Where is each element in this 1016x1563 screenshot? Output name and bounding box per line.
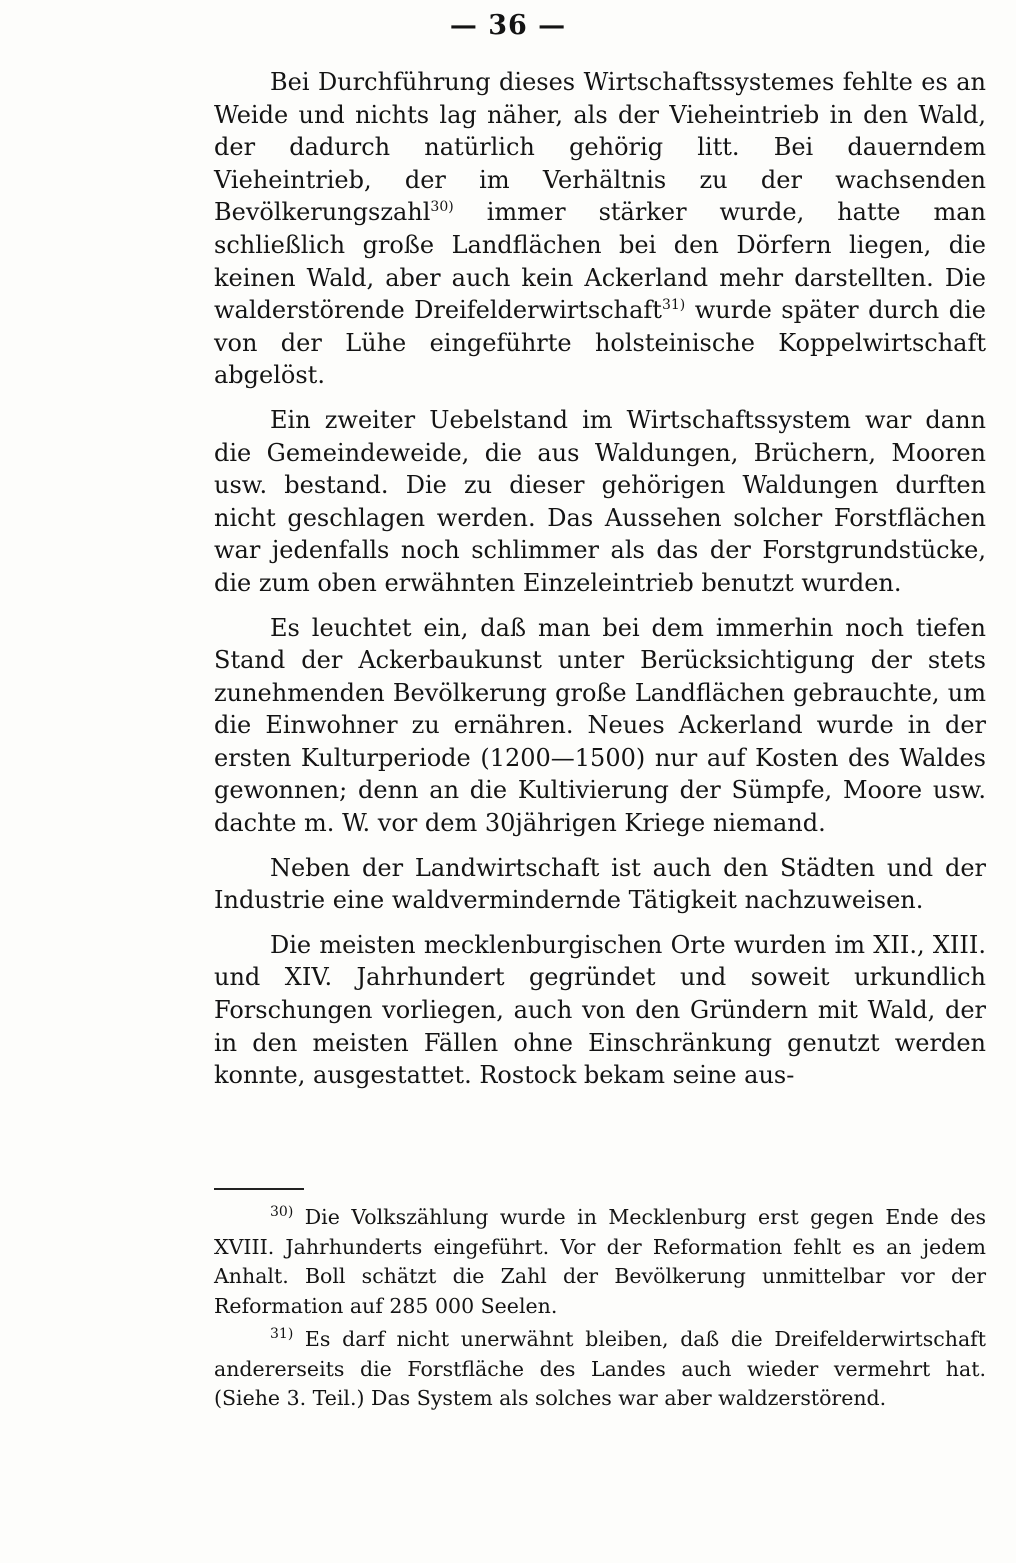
paragraph-2: Ein zweiter Uebelstand im Wirtschaftssystem war dann die Gemeindeweide, die aus Waldungen, Brüchern, Mooren usw. bestand. Die zu dieser gehörigen Waldungen durften nicht geschlagen werden. Das Aussehen solcher Forstflächen war jedenfalls noch schlimmer als das der Forstgrundstücke, die zum oben erwähnten Einzeleintrieb benutzt wurden. xyxy=(214,405,986,597)
footnote-mark-30: 30) xyxy=(270,1204,294,1221)
page-number: — 36 — xyxy=(449,10,567,41)
paragraph-3: Es leuchtet ein, daß man bei dem immerhin noch tiefen Stand der Ackerbaukunst unter Berücksichtigung der stets zunehmenden Bevölkerung große Landflächen gebrauchte, um die Einwohner zu ernähren. Neues Ackerland wurde in der ersten Kulturperiode (1200—1500) nur auf Kosten des Waldes gewonnen; denn an die Kultivierung der Sümpfe, Moore usw. dachte m. W. vor dem 30jährigen Kriege niemand. xyxy=(214,613,986,838)
footnote-31-text: Es darf nicht unerwähnt bleiben, daß die Dreifelderwirtschaft andererseits die Forstfläche des Landes auch wieder vermehrt hat. (Siehe 3. Teil.) Das System als solches war aber waldzerstörend. xyxy=(214,1327,986,1410)
footnote-mark-31: 31) xyxy=(270,1326,294,1343)
footnote-ref-31: 31) xyxy=(661,297,686,314)
paragraph-5: Die meisten mecklenburgischen Orte wurden im XII., XIII. und XIV. Jahrhundert gegründet und soweit urkundlich Forschungen vorliegen, auch von den Gründern mit Wald, der in den meisten Fällen ohne Einschränkung genutzt werden konnte, ausgestattet. Rostock bekam seine aus- xyxy=(214,930,986,1090)
footnote-30 xyxy=(214,1203,986,1321)
paragraph-1-text: Bei Durchführung dieses Wirtschaftssystemes fehlte es an Weide und nichts lag näher, als der Vieheintrieb in den Wald, der dadurch natürlich gehörig litt. Bei dauerndem Vieheintrieb, der im Verhältnis zu der wachsenden Bevölkerungszahl xyxy=(214,68,986,227)
footnote-30-text: Die Volkszählung wurde in Mecklenburg erst gegen Ende des XVIII. Jahrhunderts eingeführt. Vor der Reformation fehlt es an jedem Anhalt. Boll schätzt die Zahl der Bevölkerung unmittelbar vor der Reformation auf 285 000 Seelen. xyxy=(214,1205,986,1318)
body-text xyxy=(214,66,986,1104)
paragraph-1-text-end: wurde später durch die von der Lühe eingeführte holsteinische Koppelwirtschaft abgelöst. xyxy=(214,296,986,390)
footnote-separator xyxy=(214,1188,304,1190)
footnote-ref-30: 30) xyxy=(430,199,454,216)
paragraph-1 xyxy=(214,66,986,392)
paragraph-4: Neben der Landwirtschaft ist auch den Städten und der Industrie eine waldvermindernde Tätigkeit nachzuweisen. xyxy=(214,853,986,915)
paragraph-1-text-continued: immer stärker wurde, hatte man schließlich große Landflächen bei den Dörfern liegen, die keinen Wald, aber auch kein Ackerland mehr darstellten. Die walderstörende Dreifelderwirtschaft xyxy=(214,198,986,325)
footnotes xyxy=(214,1203,986,1418)
footnote-31 xyxy=(214,1325,986,1414)
